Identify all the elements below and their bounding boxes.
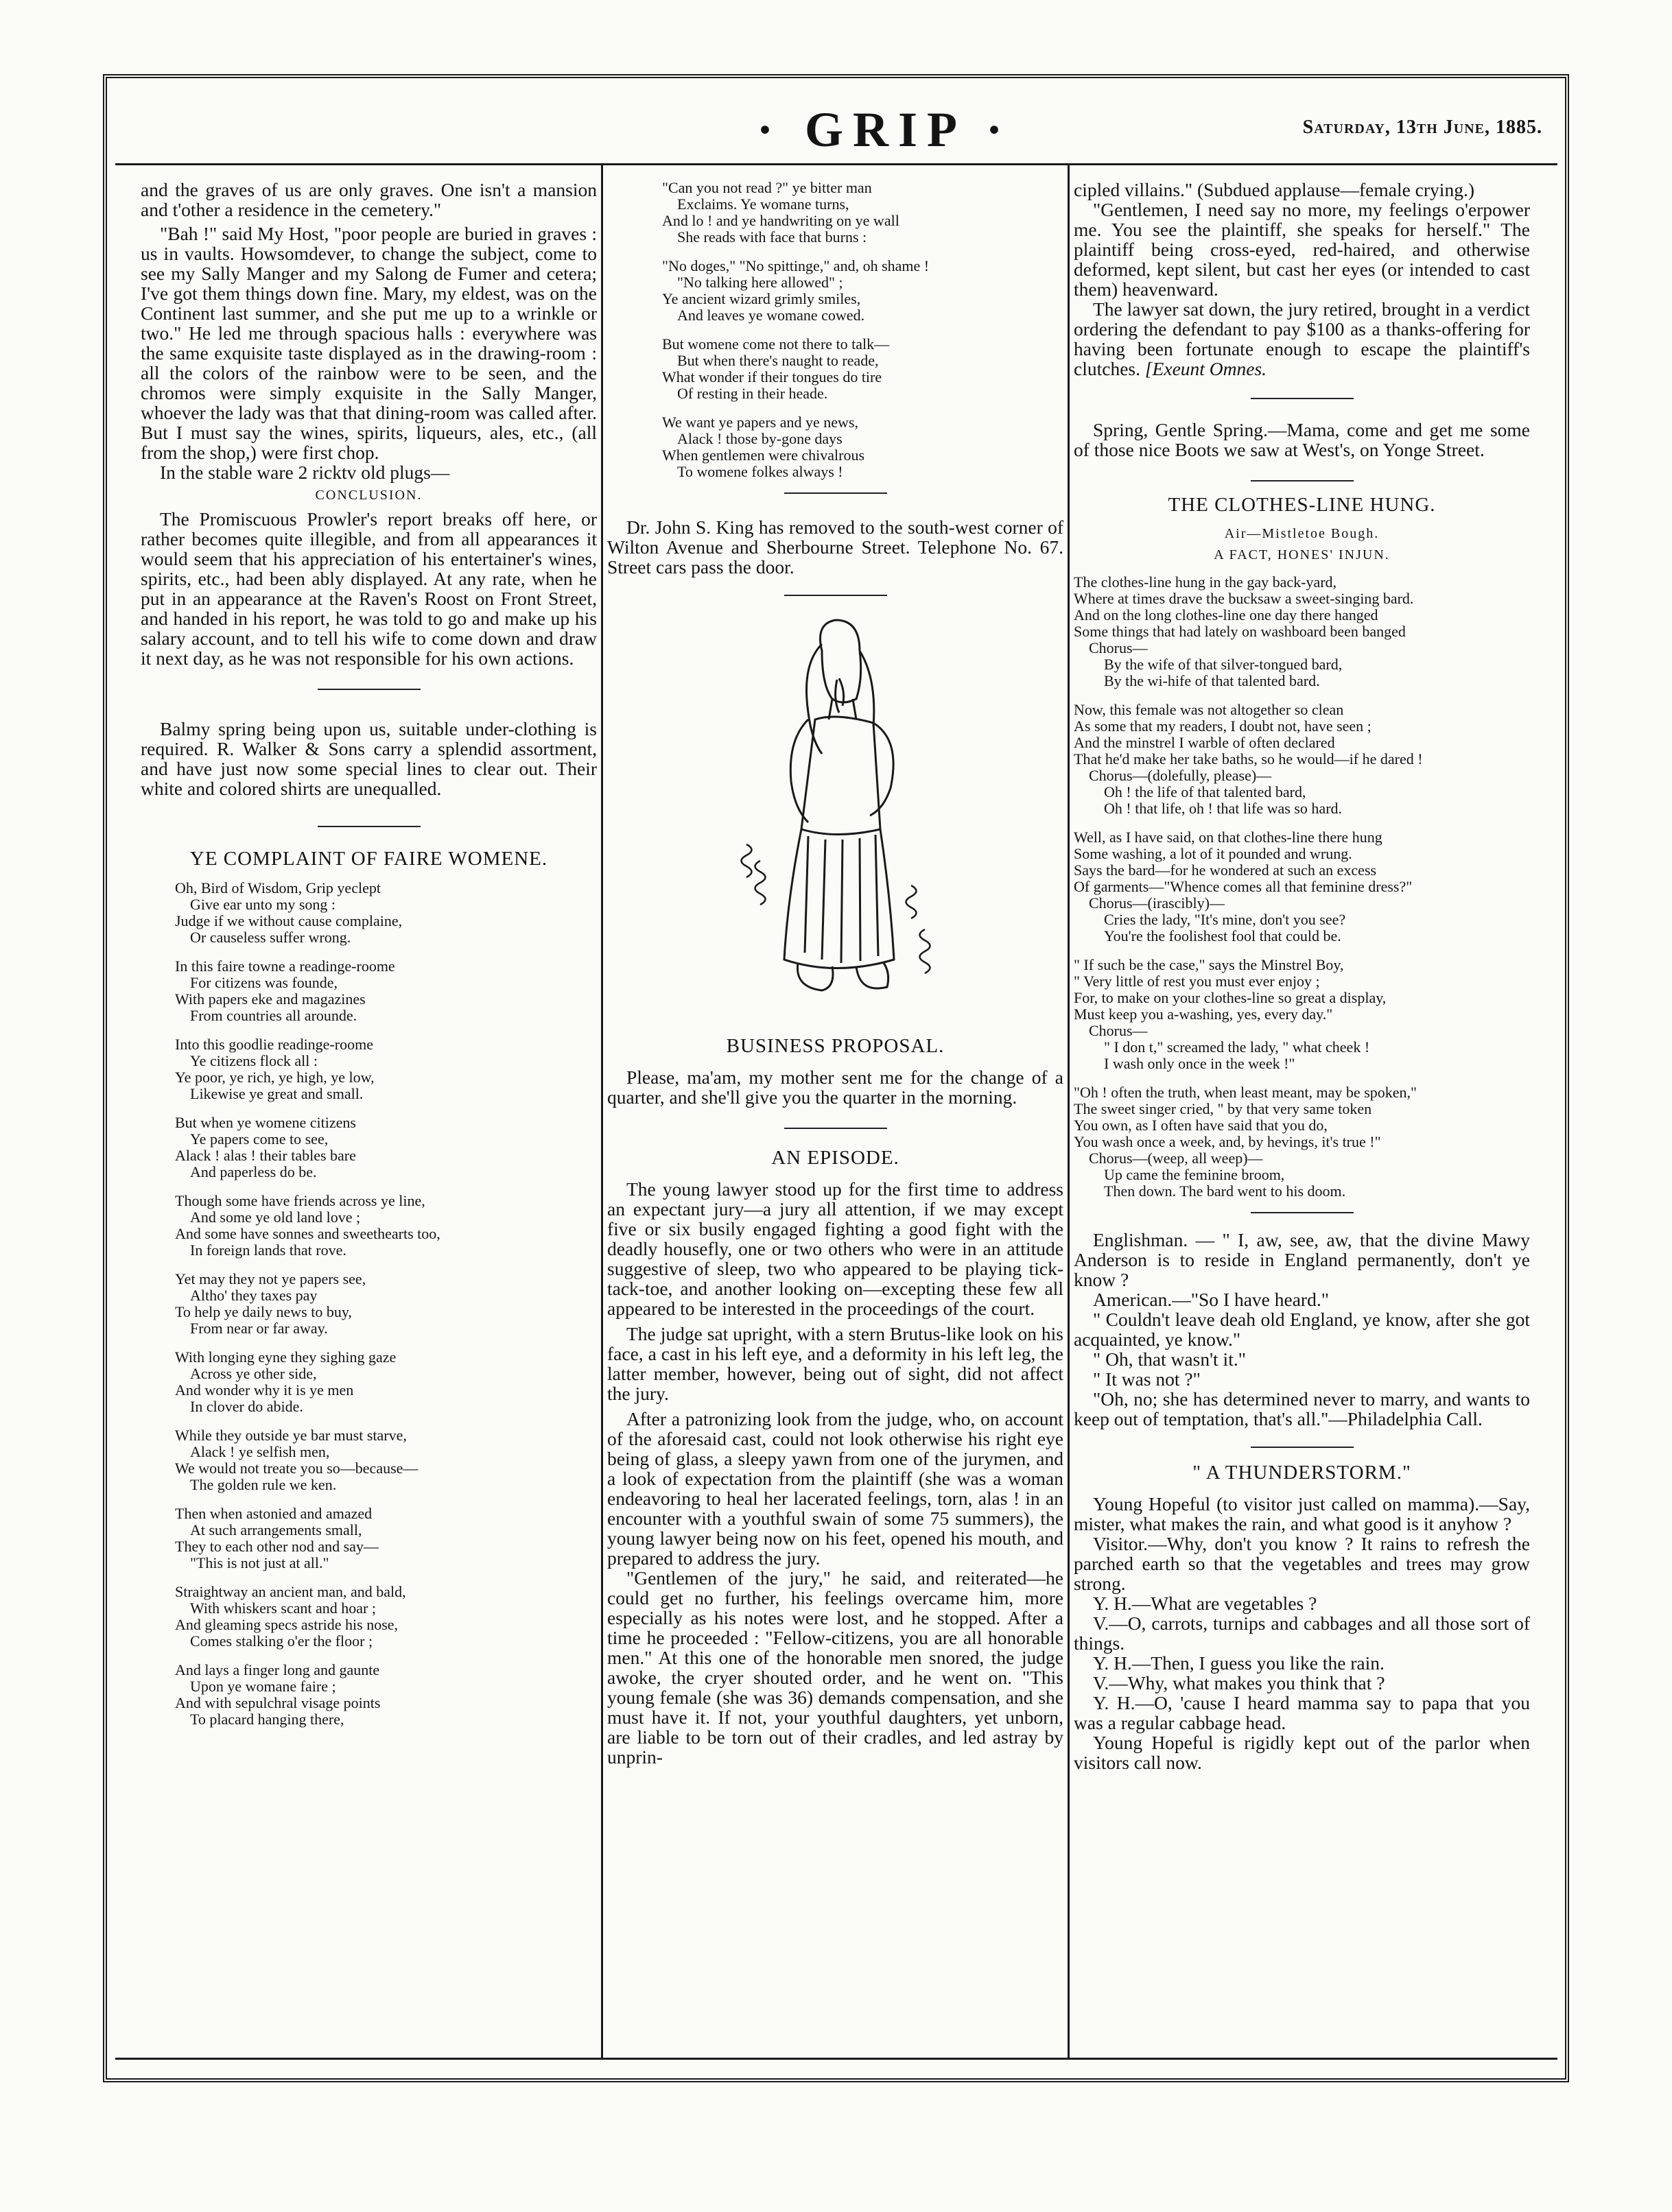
- verse-line: To womene folkes always !: [677, 463, 843, 480]
- verse-line: " Very little of rest you must ever enjoy ;: [1074, 973, 1320, 990]
- verse-line: Up came the feminine broom,: [1104, 1166, 1285, 1183]
- dialogue-line: "Oh, no; she has determined never to marry, and wants to keep out of temptation, that's all."—Philadelphia Call.: [1074, 1388, 1530, 1429]
- verse-line: With whiskers scant and hoar ;: [190, 1599, 376, 1617]
- verse-line: And some ye old land love ;: [190, 1209, 361, 1226]
- stanza: [662, 180, 1063, 246]
- stanza: [175, 1115, 597, 1180]
- verse-line: Some washing, a lot of it pounded and wrung.: [1074, 845, 1352, 862]
- verse-line: They to each other nod and say—: [175, 1538, 379, 1555]
- verse-line: And the minstrel I warble of often declared: [1074, 734, 1335, 751]
- verse-line: "No talking here allowed" ;: [677, 274, 843, 291]
- column-2: [607, 180, 1063, 2052]
- stanza: [175, 1506, 597, 1571]
- verse-line: Chorus—: [1089, 1022, 1148, 1039]
- stanza: [662, 336, 1063, 402]
- verse-line: Straightway an ancient man, and bald,: [175, 1583, 406, 1600]
- verse-line: Where at times drave the bucksaw a sweet-singing bard.: [1074, 590, 1414, 607]
- thunderstorm-title: " A THUNDERSTORM.": [1192, 1462, 1411, 1484]
- verse-line: Must keep you a-washing, yes, every day.": [1074, 1006, 1333, 1023]
- verse-line: The golden rule we ken.: [190, 1476, 337, 1493]
- verse-line: That he'd make her take baths, so he would—if he dared !: [1074, 750, 1423, 768]
- dialogue-line: Y. H.—O, 'cause I heard mamma say to papa that you was a regular cabbage head.: [1074, 1692, 1530, 1733]
- column-3: [1074, 180, 1530, 2052]
- stanza: [175, 1349, 597, 1415]
- verse-line: What wonder if their tongues do tire: [662, 368, 882, 385]
- stanza: [175, 1427, 597, 1493]
- business-proposal-title: BUSINESS PROPOSAL.: [726, 1035, 945, 1057]
- stanza: [175, 1584, 597, 1650]
- verse-line: Ye papers come to see,: [190, 1130, 329, 1147]
- divider: [1251, 1447, 1354, 1448]
- poem-complaint: [141, 880, 597, 1728]
- verse-line: Altho' they taxes pay: [190, 1287, 318, 1304]
- stanza: [1074, 829, 1530, 944]
- paragraph: and the graves of us are only graves. One isn't a mansion and t'other a residence in the cemetery.": [141, 180, 597, 220]
- verse-line: Cries the lady, "It's mine, don't you see?: [1104, 911, 1346, 928]
- divider: [1251, 398, 1354, 399]
- stanza: [662, 258, 1063, 324]
- verdict-text: The lawyer sat down, the jury retired, brought in a verdict ordering the defendant to pay $100 as a thanks-offering for having been fortunate enough to escape the plaintiff's clutches.: [1074, 298, 1530, 379]
- verse-line: Give ear unto my song :: [190, 896, 336, 913]
- stanza: [1074, 1084, 1530, 1200]
- verse-line: Chorus—(irascibly)—: [1089, 894, 1225, 912]
- paragraph: "Bah !" said My Host, "poor people are buried in graves : us in vaults. Howsomdever, to change the subject, come to see my Sally Manger and my Salong de Fumer and cetera; I've got them things down fine. Mary, my eldest, was on the Continent last summer, and she put me up to a wrinkle or two." He led me through spacious halls : everywhere was the same exquisite taste displayed as in the drawing-room : all the colors of the rainbow were to be seen, and the chromos were simply exquisite in the Sally Manger, whoever the lady was that that dining-room was called after. But I must say the wines, spirits, liqueurs, ales, etc., (all from the shop,) were first chop.: [141, 223, 597, 463]
- verse-line: "Oh ! often the truth, when least meant, may be spoken,": [1074, 1084, 1417, 1101]
- paragraph: cipled villains." (Subdued applause—female crying.): [1074, 180, 1474, 200]
- masthead-title: · GRIP ·: [757, 102, 1013, 157]
- dialogue-line: Englishman. — " I, aw, see, aw, that the divine Mawy Anderson is to reside in England permanently, don't ye know ?: [1074, 1229, 1530, 1290]
- verse-line: Oh ! that life, oh ! that life was so hard.: [1104, 800, 1343, 817]
- clothes-line-subtitle: A FACT, HONES' INJUN.: [1214, 547, 1390, 562]
- verse-line: Ye poor, ye rich, ye high, ye low,: [175, 1069, 375, 1086]
- verse-line: Into this goodlie readinge-roome: [175, 1036, 373, 1053]
- episode-paragraph: "Gentlemen of the jury," he said, and reiterated—he could get no further, his feelings overcame him, more especially as his notes were lost, and he stopped. After a time he proceeded : "Fellow-citizens, you are all honorable men." At this one of the honorable men snored, the judge awoke, the cryer shouted order, and he went on. "This young female (she was 36) demands compensation, and she must have it. If not, your youthful daughters, yet unborn, are liable to be torn out of their cradles, and led astray by unprin-: [607, 1567, 1063, 1768]
- verse-line: You're the foolishest fool that could be.: [1104, 927, 1341, 944]
- verse-line: Some things that had lately on washboard been banged: [1074, 623, 1406, 640]
- business-proposal-text: Please, ma'am, my mother sent me for the change of a quarter, and she'll give you the quarter in the morning.: [607, 1067, 1063, 1108]
- dialogue-line: American.—"So I have heard.": [1093, 1289, 1329, 1310]
- stanza: [175, 1193, 597, 1259]
- dialogue-line: Young Hopeful is rigidly kept out of the parlor when visitors call now.: [1074, 1732, 1530, 1773]
- verse-line: Alack ! those by-gone days: [677, 430, 843, 447]
- verse-line: Chorus—(weep, all weep)—: [1089, 1150, 1263, 1167]
- poem-clothes-line: [1074, 574, 1530, 1200]
- stanza: [175, 1271, 597, 1337]
- verse-line: And lo ! and ye handwriting on ye wall: [662, 212, 899, 229]
- girl-illustration: [607, 603, 1063, 1028]
- dialogue-line: V.—O, carrots, turnips and cabbages and all those sort of things.: [1074, 1613, 1530, 1654]
- paragraph: "Gentlemen, I need say no more, my feelings o'erpower me. You see the plaintiff, she speaks for herself." The plaintiff being cross-eyed, red-haired, and otherwise deformed, kept silent, but cast her eyes (or intended to cast them) heavenward.: [1074, 199, 1530, 300]
- episode-paragraph: The judge sat upright, with a stern Brutus-like look on his face, a cast in his left eye, and a deformity in his left leg, the latter member, however, being out of sight, did not affect the jury.: [607, 1323, 1063, 1404]
- verse-line: The sweet singer cried, " by that very same token: [1074, 1100, 1372, 1117]
- conclusion-heading: CONCLUSION.: [315, 488, 423, 503]
- verse-line: We want ye papers and ye news,: [662, 414, 858, 431]
- verse-line: In this faire towne a readinge-roome: [175, 958, 395, 975]
- verse-line: Now, this female was not altogether so clean: [1074, 701, 1344, 718]
- verse-line: Oh ! the life of that talented bard,: [1104, 783, 1306, 800]
- verse-line: For, to make on your clothes-line so great a display,: [1074, 989, 1387, 1006]
- verse-line: Chorus—(dolefully, please)—: [1089, 767, 1272, 784]
- verse-line: "No doges," "No spittinge," and, oh shame !: [662, 257, 930, 274]
- divider: [1251, 480, 1354, 481]
- dialogue-line: Young Hopeful (to visitor just called on mamma).—Say, mister, what makes the rain, and what good is it anyhow ?: [1074, 1493, 1530, 1534]
- paragraph: The Promiscuous Prowler's report breaks off here, or rather becomes quite illegible, and from all appearances it would seem that his appreciation of his entertainer's wines, spirits, etc., had been ably displayed. At any rate, when he put in an appearance at the Raven's Roost on Front Street, and handed in his report, he was told to go and make up his salary account, and to tell his wife to come down and draw it next day, as he was not responsible for his own actions.: [141, 508, 597, 669]
- column-divider: [601, 165, 603, 2058]
- verse-line: Comes stalking o'er the floor ;: [190, 1632, 373, 1650]
- header-rule: [115, 163, 1557, 165]
- verse-line: By the wi-hife of that talented bard.: [1104, 672, 1320, 689]
- paragraph: [1074, 299, 1530, 379]
- verse-line: You own, as I often have said that you do,: [1074, 1117, 1328, 1134]
- poem-title: YE COMPLAINT OF FAIRE WOMENE.: [189, 848, 548, 870]
- poem-complaint-continued: [607, 180, 1063, 480]
- verse-line: Or causeless suffer wrong.: [190, 929, 351, 946]
- verse-line: Of garments—"Whence comes all that feminine dress?": [1074, 878, 1413, 895]
- verse-line: But when there's naught to reade,: [677, 352, 879, 369]
- verse-line: From countries all arounde.: [190, 1007, 357, 1024]
- verse-line: But when ye womene citizens: [175, 1114, 356, 1131]
- clothes-line-air: Air—Mistletoe Bough.: [1224, 526, 1380, 541]
- verse-line: And lays a finger long and gaunte: [175, 1661, 380, 1678]
- verse-line: Exclaims. Ye womane turns,: [677, 195, 849, 213]
- footer-rule: [115, 2058, 1557, 2060]
- exeunt-text: [Exeunt Omnes.: [1144, 358, 1267, 379]
- verse-line: Across ye other side,: [190, 1365, 317, 1382]
- divider: [1251, 1212, 1354, 1213]
- divider: [318, 689, 421, 690]
- stanza: [1074, 574, 1530, 689]
- stanza: [175, 1662, 597, 1728]
- verse-line: And on the long clothes-line one day there hanged: [1074, 606, 1378, 623]
- verse-line: "This is not just at all.": [190, 1554, 329, 1571]
- dialogue-line: Y. H.—Then, I guess you like the rain.: [1093, 1652, 1385, 1674]
- verse-line: From near or far away.: [190, 1320, 328, 1337]
- verse-line: With papers eke and magazines: [175, 990, 366, 1008]
- verse-line: Alack ! ye selfish men,: [190, 1443, 330, 1460]
- verse-line: And with sepulchral visage points: [175, 1694, 381, 1711]
- verse-line: And leaves ye womane cowed.: [677, 307, 865, 324]
- verse-line: "Can you not read ?" ye bitter man: [662, 180, 872, 196]
- dialogue-line: " Oh, that wasn't it.": [1093, 1348, 1246, 1370]
- verse-line: She reads with face that burns :: [677, 228, 867, 246]
- verse-line: Chorus—: [1089, 639, 1148, 656]
- clothes-line-title: THE CLOTHES-LINE HUNG.: [1168, 494, 1436, 516]
- verse-line: And wonder why it is ye men: [175, 1381, 354, 1399]
- column-divider: [1068, 165, 1070, 2058]
- verse-line: Ye citizens flock all :: [190, 1052, 318, 1069]
- verse-line: With longing eyne they sighing gaze: [175, 1348, 397, 1366]
- dialogue-line: " Couldn't leave deah old England, ye know, after she got acquainted, ye know.": [1074, 1309, 1530, 1350]
- verse-line: In clover do abide.: [190, 1398, 303, 1415]
- masthead-date: Saturday, 13th June, 1885.: [1302, 117, 1542, 138]
- dialogue-line: Y. H.—What are vegetables ?: [1093, 1593, 1317, 1614]
- verse-line: While they outside ye bar must starve,: [175, 1427, 407, 1444]
- verse-line: Says the bard—for he wondered at such an excess: [1074, 861, 1377, 879]
- advertisement-walker: Balmy spring being upon us, suitable under-clothing is required. R. Walker & Sons carry a splendid assortment, and have just now some special lines to clear out. Their white and colored shirts are unequalled.: [141, 718, 597, 799]
- episode-paragraph: The young lawyer stood up for the first time to address an expectant jury—a jury all attention, if we may except five or six busily engaged fighting a good fight with the deadly housefly, one or two others who were in an attitude suggestive of sleep, two who appeared to be playing tick-tack-toe, and another looking on—excepting these few all appeared to be interested in the proceedings of the court.: [607, 1178, 1063, 1319]
- verse-line: And some have sonnes and sweethearts too,: [175, 1225, 440, 1242]
- divider: [784, 492, 887, 494]
- advertisement-west: Spring, Gentle Spring.—Mama, come and get me some of those nice Boots we saw at West's, on Yonge Street.: [1074, 419, 1530, 460]
- notice-dr-king: Dr. John S. King has removed to the south-west corner of Wilton Avenue and Sherbourne Street. Telephone No. 67. Street cars pass the door.: [607, 516, 1063, 578]
- verse-line: Then down. The bard went to his doom.: [1104, 1182, 1346, 1200]
- episode-paragraph: After a patronizing look from the judge, who, on account of the aforesaid cast, could not look otherwise his right eye being of glass, a sleepy yawn from one of the jurymen, and a look of expectation from the plaintiff (she was a woman endeavoring to heal her lacerated feelings, torn, alas ! in an encounter with a youthful swain of some 75 summers), the young lawyer being now on his feet, opened his mouth, and prepared to address the jury.: [607, 1408, 1063, 1569]
- verse-line: In foreign lands that rove.: [190, 1241, 346, 1259]
- verse-line: Oh, Bird of Wisdom, Grip yeclept: [175, 879, 381, 896]
- verse-line: Upon ye womane faire ;: [190, 1678, 336, 1695]
- stanza: [175, 1036, 597, 1102]
- stanza: [662, 414, 1063, 480]
- verse-line: Then when astonied and amazed: [175, 1505, 373, 1522]
- verse-line: Yet may they not ye papers see,: [175, 1270, 366, 1287]
- verse-line: Though some have friends across ye line,: [175, 1192, 425, 1209]
- verse-line: Alack ! alas ! their tables bare: [175, 1147, 356, 1164]
- column-1: [141, 180, 597, 2052]
- verse-line: To help ye daily news to buy,: [175, 1303, 352, 1320]
- divider: [318, 826, 421, 827]
- verse-line: Judge if we without cause complaine,: [175, 912, 403, 929]
- verse-line: I wash only once in the week !": [1104, 1055, 1295, 1072]
- dialogue-line: V.—Why, what makes you think that ?: [1093, 1672, 1385, 1693]
- verse-line: " I don t," screamed the lady, " what cheek !: [1104, 1038, 1370, 1056]
- stanza: [1074, 957, 1530, 1072]
- verse-line: By the wife of that silver-tongued bard,: [1104, 656, 1343, 673]
- verse-line: The clothes-line hung in the gay back-yard,: [1074, 573, 1337, 591]
- stanza: [175, 958, 597, 1024]
- verse-line: You wash once a week, and, by hevings, it's true !": [1074, 1133, 1381, 1150]
- divider: [784, 595, 887, 596]
- divider: [784, 1128, 887, 1129]
- stanza: [1074, 702, 1530, 817]
- dialogue-line: " It was not ?": [1093, 1368, 1201, 1390]
- verse-line: At such arrangements small,: [190, 1521, 362, 1538]
- verse-line: And gleaming specs astride his nose,: [175, 1616, 399, 1633]
- episode-title: AN EPISODE.: [771, 1147, 899, 1169]
- verse-line: But womene come not there to talk—: [662, 335, 890, 353]
- verse-line: Ye ancient wizard grimly smiles,: [662, 290, 861, 307]
- verse-line: We would not treate you so—because—: [175, 1460, 419, 1477]
- verse-line: Of resting in their heade.: [677, 385, 828, 402]
- stanza: [175, 880, 597, 946]
- dialogue-line: Visitor.—Why, don't you know ? It rains to refresh the parched earth so that the vegetables and trees may grow strong.: [1074, 1533, 1530, 1594]
- masthead: [115, 102, 1556, 156]
- verse-line: Well, as I have said, on that clothes-line there hung: [1074, 829, 1382, 846]
- verse-line: " If such be the case," says the Minstrel Boy,: [1074, 956, 1344, 973]
- verse-line: Likewise ye great and small.: [190, 1085, 364, 1102]
- girl-illustration-drawing: [719, 603, 952, 1028]
- verse-line: To placard hanging there,: [190, 1711, 344, 1728]
- paragraph: In the stable ware 2 ricktv old plugs—: [160, 462, 450, 483]
- verse-line: For citizens was founde,: [190, 974, 338, 991]
- verse-line: As some that my readers, I doubt not, have seen ;: [1074, 717, 1371, 735]
- verse-line: When gentlemen were chivalrous: [662, 447, 865, 464]
- verse-line: And paperless do be.: [190, 1163, 317, 1180]
